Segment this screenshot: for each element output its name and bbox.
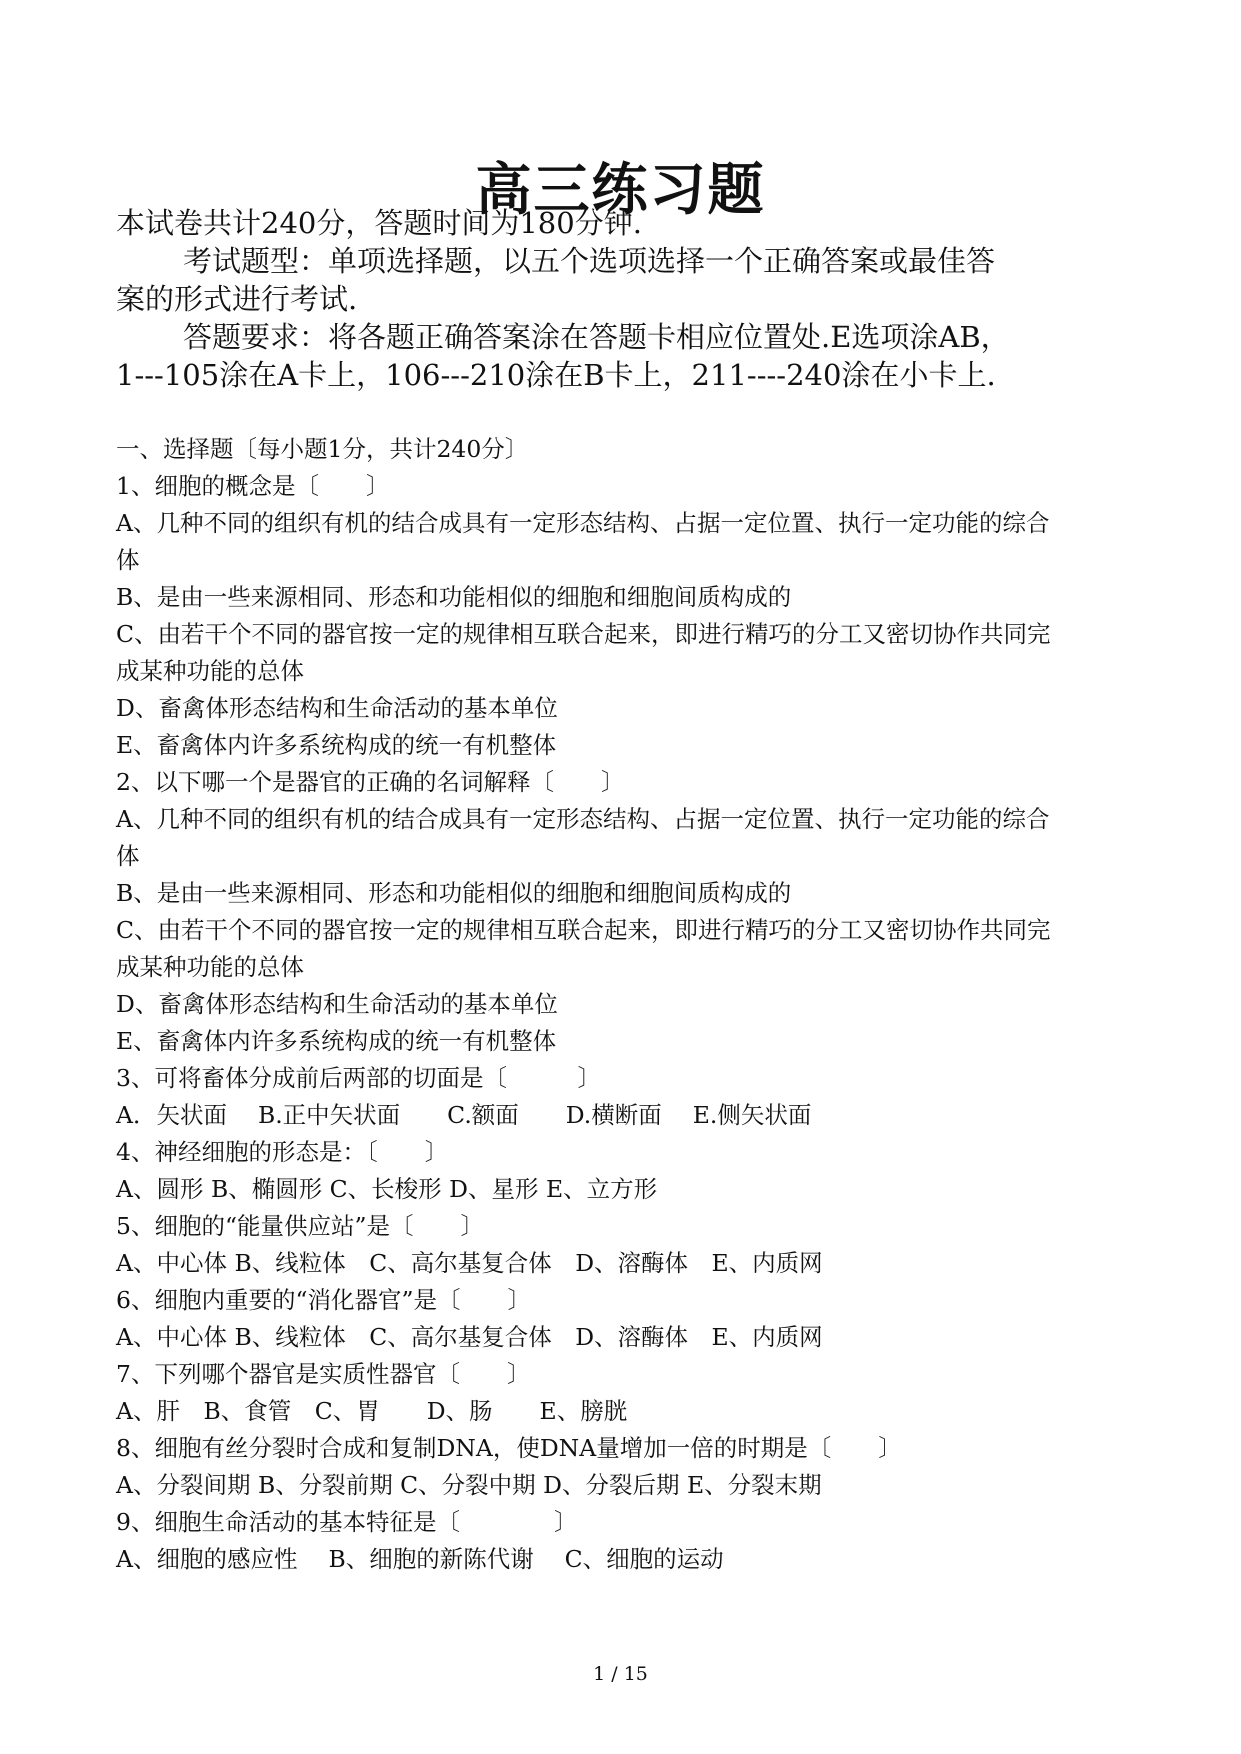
q2-option-b: B、是由一些来源相同、形态和功能相似的细胞和细胞间质构成的 <box>116 879 792 907</box>
q2-option-e: E、畜禽体内许多系统构成的统一有机整体 <box>116 1027 557 1055</box>
q6-options: A、中心体 B、线粒体 C、高尔基复合体 D、溶酶体 E、内质网 <box>116 1323 823 1351</box>
q1-option-c: C、由若干个不同的器官按一定的规律相互联合起来，即进行精巧的分工又密切协作共同完 <box>116 620 1051 648</box>
q8-options: A、分裂间期 B、分裂前期 C、分裂中期 D、分裂后期 E、分裂末期 <box>116 1471 822 1499</box>
intro-line-answer-card: 1---105涂在A卡上，106---210涂在B卡上，211----240涂在小卡上. <box>116 358 996 392</box>
q1-option-a: A、几种不同的组织有机的结合成具有一定形态结构、占据一定位置、执行一定功能的综合 <box>116 509 1050 537</box>
question-9: 9、细胞生命活动的基本特征是〔 〕 <box>116 1508 578 1536</box>
q2-option-d: D、畜禽体形态结构和生命活动的基本单位 <box>116 990 558 1018</box>
question-7: 7、下列哪个器官是实质性器官〔 〕 <box>116 1360 531 1388</box>
q2-option-c-cont: 成某种功能的总体 <box>116 953 304 981</box>
q1-option-c-cont: 成某种功能的总体 <box>116 657 304 685</box>
q1-option-d: D、畜禽体形态结构和生命活动的基本单位 <box>116 694 558 722</box>
question-6: 6、细胞内重要的“消化器官”是〔 〕 <box>116 1286 531 1314</box>
question-5: 5、细胞的“能量供应站”是〔 〕 <box>116 1212 484 1240</box>
q1-option-e: E、畜禽体内许多系统构成的统一有机整体 <box>116 731 557 759</box>
intro-line-question-type: 考试题型：单项选择题，以五个选项选择一个正确答案或最佳答 <box>183 244 996 278</box>
q2-option-a-cont: 体 <box>116 842 140 870</box>
q4-options: A、圆形 B、椭圆形 C、长梭形 D、星形 E、立方形 <box>116 1175 658 1203</box>
question-1: 1、细胞的概念是〔 〕 <box>116 472 390 500</box>
q5-options: A、中心体 B、线粒体 C、高尔基复合体 D、溶酶体 E、内质网 <box>116 1249 823 1277</box>
document-title: 高三练习题 <box>475 157 766 223</box>
question-2: 2、以下哪一个是器官的正确的名词解释〔 〕 <box>116 768 625 796</box>
intro-line-question-type-cont: 案的形式进行考试. <box>116 282 358 316</box>
page-number: 1 / 15 <box>593 1663 648 1685</box>
intro-line-score: 本试卷共计240分，答题时间为180分钟. <box>116 206 642 240</box>
q1-option-b: B、是由一些来源相同、形态和功能相似的细胞和细胞间质构成的 <box>116 583 792 611</box>
question-8: 8、细胞有丝分裂时合成和复制DNA，使DNA量增加一倍的时期是〔 〕 <box>116 1434 902 1462</box>
question-3: 3、可将畜体分成前后两部的切面是〔 〕 <box>116 1064 601 1092</box>
intro-line-answer-requirement: 答题要求：将各题正确答案涂在答题卡相应位置处.E选项涂AB， <box>183 320 1010 354</box>
q9-options: A、细胞的感应性 B、细胞的新陈代谢 C、细胞的运动 <box>116 1545 724 1573</box>
question-4: 4、神经细胞的形态是：〔 〕 <box>116 1138 449 1166</box>
q7-options: A、肝 B、食管 C、胃 D、肠 E、膀胱 <box>116 1397 628 1425</box>
q2-option-a: A、几种不同的组织有机的结合成具有一定形态结构、占据一定位置、执行一定功能的综合 <box>116 805 1050 833</box>
section-heading: 一、选择题〔每小题1分，共计240分〕 <box>116 435 529 463</box>
q3-options: A．矢状面 B.正中矢状面 C.额面 D.横断面 E.侧矢状面 <box>116 1101 812 1129</box>
q1-option-a-cont: 体 <box>116 546 140 574</box>
q2-option-c: C、由若干个不同的器官按一定的规律相互联合起来，即进行精巧的分工又密切协作共同完 <box>116 916 1051 944</box>
